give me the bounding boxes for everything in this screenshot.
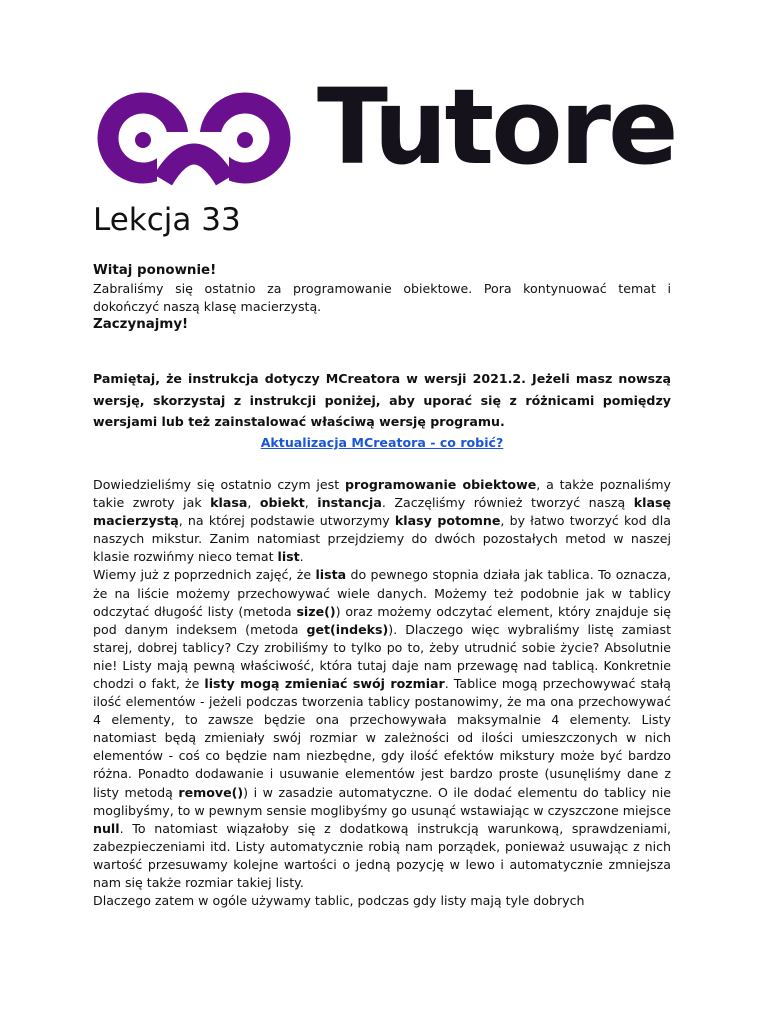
intro-paragraph: Zabraliśmy się ostatnio za programowanie obiektowe. Pora kontynuować temat i dokończyć naszą klasę macierzystą. xyxy=(93,281,671,315)
paragraph-oop: Dowiedzieliśmy się ostatnio czym jest programowanie obiektowe, a także poznaliśmy takie zwroty jak klasa, obiekt, instancja. Zaczęliśmy również tworzyć naszą klasę macierzystą, na której podstawie utworzymy klasy potomne, by łatwo tworzyć kod dla naszych mikstur. Zanim natomiast przejdziemy do dwóch pozostałych metod w naszej klasie rozwińmy nieco temat list. xyxy=(93,476,672,565)
start-heading: Zaczynajmy! xyxy=(93,317,189,333)
brand-name: Tutore xyxy=(317,66,676,188)
version-note: Pamiętaj, że instrukcja dotyczy MCreatora w wersji 2021.2. Jeżeli masz nowszą wersję, skorzystaj z instrukcji poniżej, aby uporać się z różnicami pomiędzy wersjami lub też zainstalować właściwą wersję programu. xyxy=(93,371,671,430)
lesson-content xyxy=(93,262,671,910)
paragraph-lists: Wiemy już z poprzednich zajęć, że lista do pewnego stopnia działa jak tablica. To oznacza, że na liście możemy przechowywać wiele danych. Możemy też podobnie jak w tablicy odczytać długość listy (metoda size()) oraz możemy odczytać element, który znajduje się pod danym indeksem (metoda get(indeks)). Dlaczego więc wybraliśmy listę zamiast starej, dobrej tablicy? Czy zrobiliśmy to tylko po to, żeby utrudnić sobie życie? Absolutnie nie! Listy mają pewną właściwość, która tutaj daje nam przewagę nad tablicą. Konkretnie chodzi o fakt, że listy mogą zmieniać swój rozmiar. Tablice mogą przechowywać stałą ilość elementów - jeżeli podczas tworzenia tablicy postanowimy, że ma ona przechowywać 4 elementy, to zawsze będzie ona przechowywała maksymalnie 4 elementy. Listy natomiast będą zmieniały swój rozmiar w zależności od ilości umieszczonych w nich elementów - coś co będzie nam niezbędne, gdy ilość efektów mikstury może być bardzo różna. Ponadto dodawanie i usuwanie elementów jest bardzo proste (usunęliśmy dane z listy metodą remove()) i w zasadzie automatyczne. O ile dodać elementu do tablicy nie moglibyśmy, to w pewnym sensie moglibyśmy go usunąć wstawiając w czyszczone miejsce null. To natomiast wiązałoby się z dodatkową instrukcją warunkową, sprawdzeniami, zabezpieczeniami itd. Listy automatycznie robią nam porządek, ponieważ usuwając z nich wartość przesuwamy kolejne wartości o jedną pozycję w lewo i automatycznie zmniejsza nam się także rozmiar takiej listy. xyxy=(93,567,672,891)
paragraph-arrays: Dlaczego zatem w ogóle używamy tablic, podczas gdy listy mają tyle dobrych xyxy=(93,893,585,909)
page-title: Lekcja 33 xyxy=(93,202,241,238)
link-line xyxy=(93,434,671,452)
tutore-logo xyxy=(95,66,676,188)
infinity-owl-icon xyxy=(95,88,295,188)
update-link[interactable]: Aktualizacja MCreatora - co robić? xyxy=(260,434,504,450)
greeting: Witaj ponownie! xyxy=(93,263,217,278)
